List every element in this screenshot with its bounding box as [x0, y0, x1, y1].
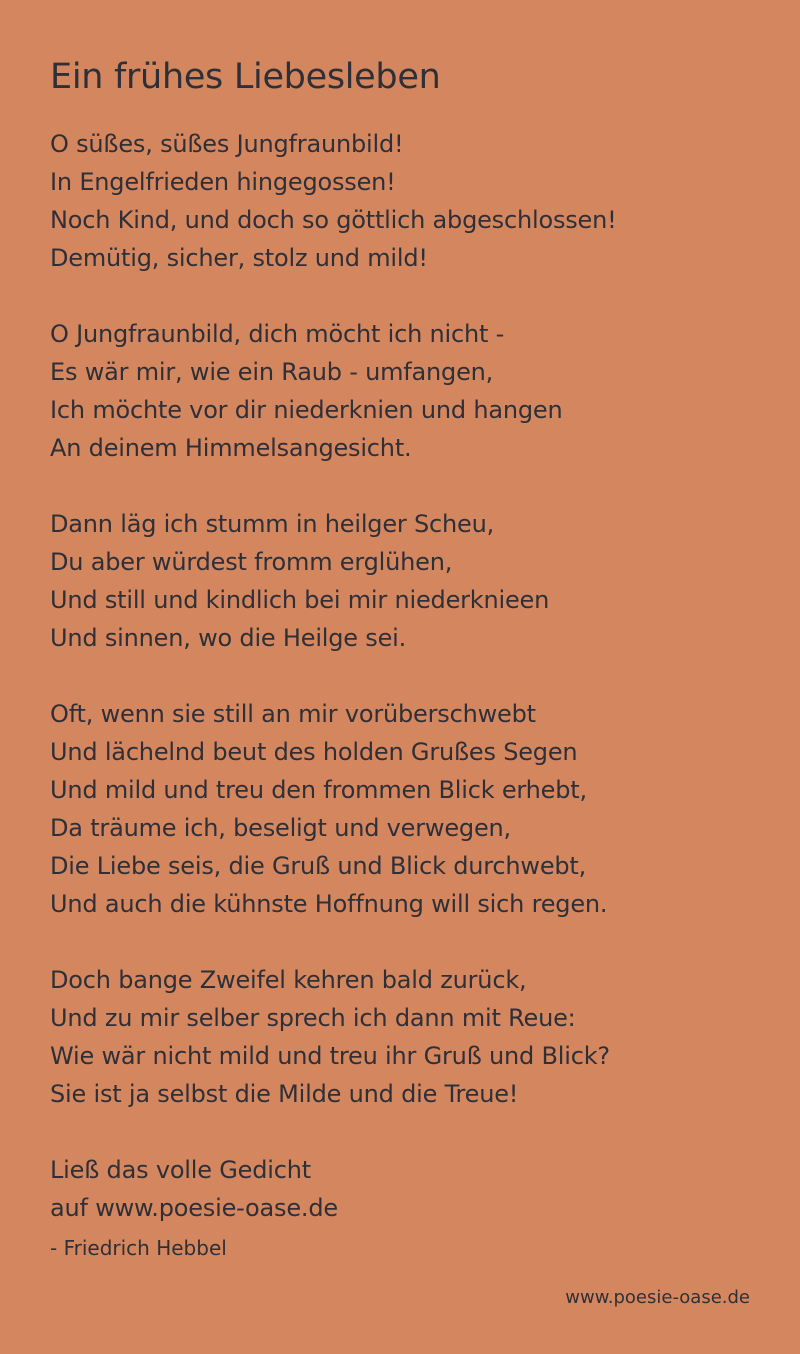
- poem-line: Und zu mir selber sprech ich dann mit Reue:: [50, 1004, 576, 1032]
- poem-line: Und sinnen, wo die Heilge sei.: [50, 624, 407, 652]
- poem-line: Demütig, sicher, stolz und mild!: [50, 244, 428, 272]
- website-watermark: www.poesie-oase.de: [565, 1287, 750, 1308]
- poem-line: O süßes, süßes Jungfraunbild!: [50, 130, 404, 158]
- stanza-5: [50, 961, 770, 1113]
- poem-line: Und lächelnd beut des holden Grußes Segen: [50, 738, 578, 766]
- stanza-1: [50, 125, 770, 277]
- poem-line: Ich möchte vor dir niederknien und hangen: [50, 396, 563, 424]
- poem-author: - Friedrich Hebbel: [50, 1236, 227, 1260]
- cta-line: Ließ das volle Gedicht: [50, 1156, 311, 1184]
- poem-line: Und still und kindlich bei mir niederknieen: [50, 586, 550, 614]
- poem-line: Dann läg ich stumm in heilger Scheu,: [50, 510, 495, 538]
- poem-line: Und mild und treu den frommen Blick erhebt,: [50, 776, 587, 804]
- poem-line: Es wär mir, wie ein Raub - umfangen,: [50, 358, 494, 386]
- poem-line: Noch Kind, und doch so göttlich abgeschlossen!: [50, 206, 617, 234]
- poem-line: Wie wär nicht mild und treu ihr Gruß und Blick?: [50, 1042, 610, 1070]
- stanza-2: [50, 315, 770, 467]
- poem-line: Doch bange Zweifel kehren bald zurück,: [50, 966, 527, 994]
- cta-line: auf www.poesie-oase.de: [50, 1194, 338, 1222]
- poem-line: In Engelfrieden hingegossen!: [50, 168, 396, 196]
- poem-line: O Jungfraunbild, dich möcht ich nicht -: [50, 320, 505, 348]
- stanza-3: [50, 505, 770, 657]
- stanza-4: [50, 695, 770, 923]
- poem-title: Ein frühes Liebesleben: [50, 57, 441, 97]
- poem-line: An deinem Himmelsangesicht.: [50, 434, 412, 462]
- poem-line: Die Liebe seis, die Gruß und Blick durchwebt,: [50, 852, 587, 880]
- poem-line: Du aber würdest fromm erglühen,: [50, 548, 453, 576]
- full-poem-note: [50, 1151, 770, 1227]
- poem-body: [50, 125, 770, 1263]
- poem-line: Und auch die kühnste Hoffnung will sich regen.: [50, 890, 608, 918]
- poem-line: Oft, wenn sie still an mir vorüberschwebt: [50, 700, 536, 728]
- poem-line: Da träume ich, beseligt und verwegen,: [50, 814, 511, 842]
- poem-line: Sie ist ja selbst die Milde und die Treue!: [50, 1080, 519, 1108]
